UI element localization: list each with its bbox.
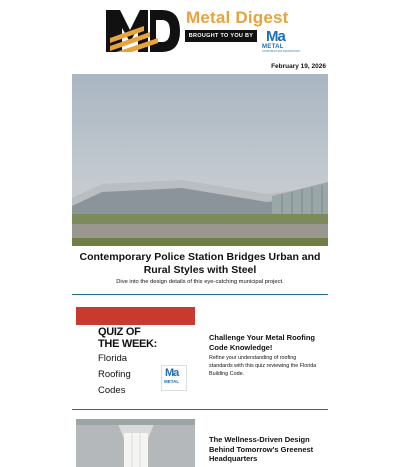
ma-logo-letters: Ma <box>266 28 285 45</box>
quiz-ma-logo <box>161 365 187 391</box>
quiz-topic-2: Roofing <box>98 369 131 380</box>
quiz-line-1: QUIZ OF <box>98 326 141 338</box>
ma-logo-subtitle: CONSTRUCTION ASSOCIATION <box>262 50 300 53</box>
md-logo[interactable] <box>104 8 180 54</box>
ma-logo-word: METAL <box>262 44 284 50</box>
quiz-topic-3: Codes <box>98 385 126 396</box>
issue-date: February 19, 2026 <box>271 63 326 70</box>
feature-description: Dive into the design details of this eye-catching municipal project. <box>116 279 284 285</box>
quiz-ma-letters: Ma <box>165 367 179 379</box>
newsletter-header <box>104 8 298 54</box>
quiz-thumbnail-image[interactable] <box>76 307 195 399</box>
article-title-quiz[interactable]: Challenge Your Metal Roofing Code Knowledge! <box>209 333 315 352</box>
roof-strip <box>76 307 195 325</box>
quiz-ma-word: METAL <box>164 379 180 384</box>
section-divider <box>72 294 328 295</box>
quiz-line-2: THE WEEK: <box>98 338 158 350</box>
feature-headline[interactable]: Contemporary Police Station Bridges Urban and Rural Styles with Steel <box>79 251 321 276</box>
brought-to-you-by-label: BROUGHT TO YOU BY <box>185 30 257 42</box>
feature-hero-image[interactable] <box>72 74 328 246</box>
quiz-topic-1: Florida <box>98 353 128 364</box>
section-divider <box>72 409 328 410</box>
article-title-wellness[interactable]: The Wellness-Driven Design Behind Tomorrow's Greenest Headquarters <box>209 435 314 463</box>
metal-association-logo[interactable] <box>260 28 298 54</box>
brand-title: Metal Digest <box>186 8 289 27</box>
article-description-quiz: Refine your understanding of roofing standards with this quiz reviewing the Florida Building Code. <box>209 355 317 377</box>
wellness-thumbnail-image[interactable] <box>76 419 195 467</box>
